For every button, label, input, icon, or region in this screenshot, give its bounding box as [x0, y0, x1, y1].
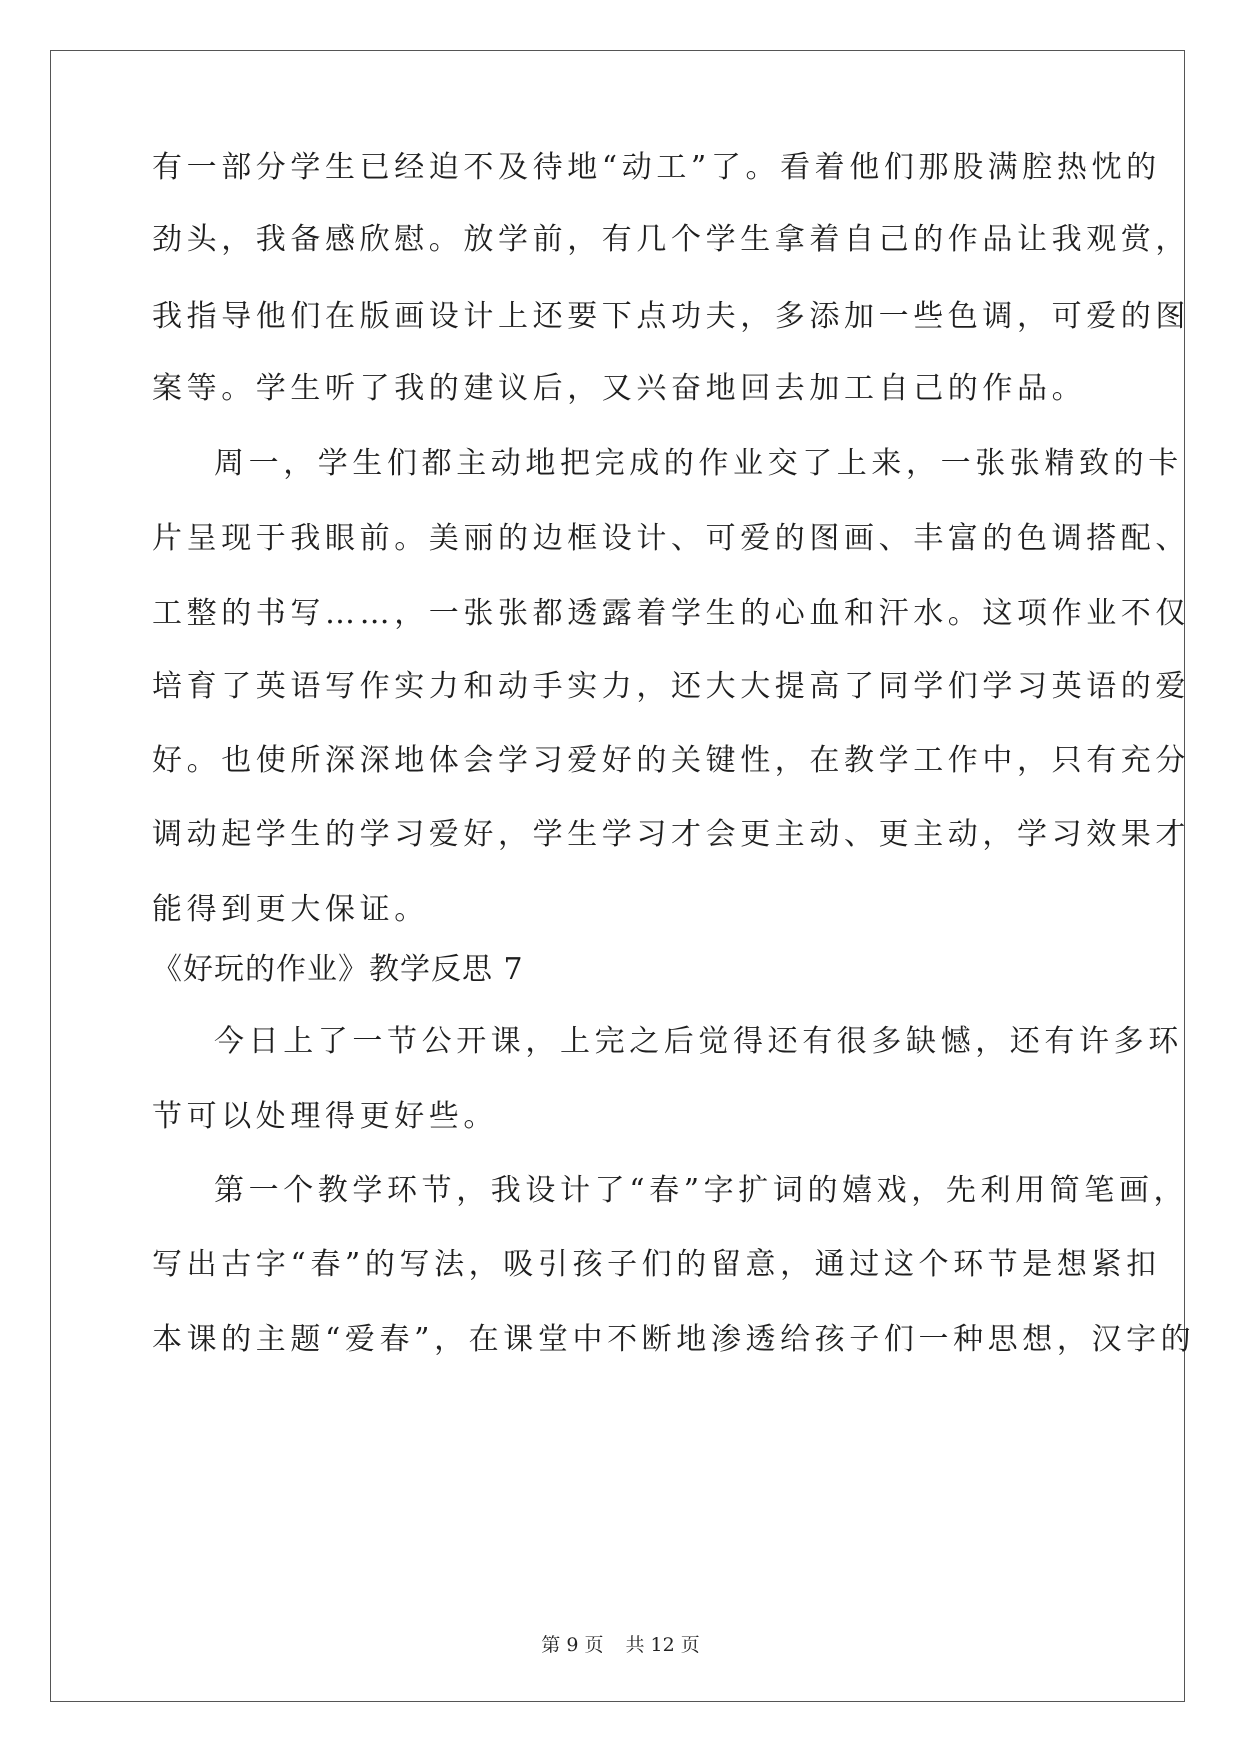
text-line: 培育了英语写作实力和动手实力，还大大提高了同学们学习英语的爱: [152, 669, 1190, 704]
text-line: 本课的主题“爱春”，在课堂中不断地渗透给孩子们一种思想，汉字的: [152, 1322, 1196, 1357]
text-line: 调动起学生的学习爱好，学生学习才会更主动、更主动，学习效果才: [152, 817, 1190, 852]
text-line: 劲头，我备感欣慰。放学前，有几个学生拿着自己的作品让我观赏，: [152, 222, 1190, 257]
text-line: 有一部分学生已经迫不及待地“动工”了。看着他们那股满腔热忱的: [152, 150, 1161, 185]
text-line: 工整的书写……，一张张都透露着学生的心血和汗水。这项作业不仅: [152, 596, 1190, 631]
text-line: 节可以处理得更好些。: [152, 1099, 498, 1134]
text-line: 案等。学生听了我的建议后，又兴奋地回去加工自己的作品。: [152, 371, 1087, 406]
text-line: 我指导他们在版画设计上还要下点功夫，多添加一些色调，可爱的图: [152, 299, 1190, 334]
text-line: 片呈现于我眼前。美丽的边框设计、可爱的图画、丰富的色调搭配、: [152, 521, 1190, 556]
text-line: 好。也使所深深地体会学习爱好的关键性，在教学工作中，只有充分: [152, 743, 1190, 778]
page-number: 第 9 页: [541, 1634, 604, 1656]
paragraph-start-line: 第一个教学环节，我设计了“春”字扩词的嬉戏，先利用简笔画，: [214, 1173, 1189, 1208]
paragraph-start-line: 今日上了一节公开课，上完之后觉得还有很多缺憾，还有许多环: [214, 1024, 1183, 1059]
text-line: 写出古字“春”的写法，吸引孩子们的留意，通过这个环节是想紧扣: [152, 1247, 1161, 1282]
paragraph-start-line: 周一，学生们都主动地把完成的作业交了上来，一张张精致的卡: [214, 446, 1183, 481]
section-heading: 《好玩的作业》教学反思 7: [152, 952, 524, 987]
page-total: 共 12 页: [625, 1634, 700, 1656]
page-footer: [0, 1632, 1241, 1658]
text-line: 能得到更大保证。: [152, 892, 429, 927]
